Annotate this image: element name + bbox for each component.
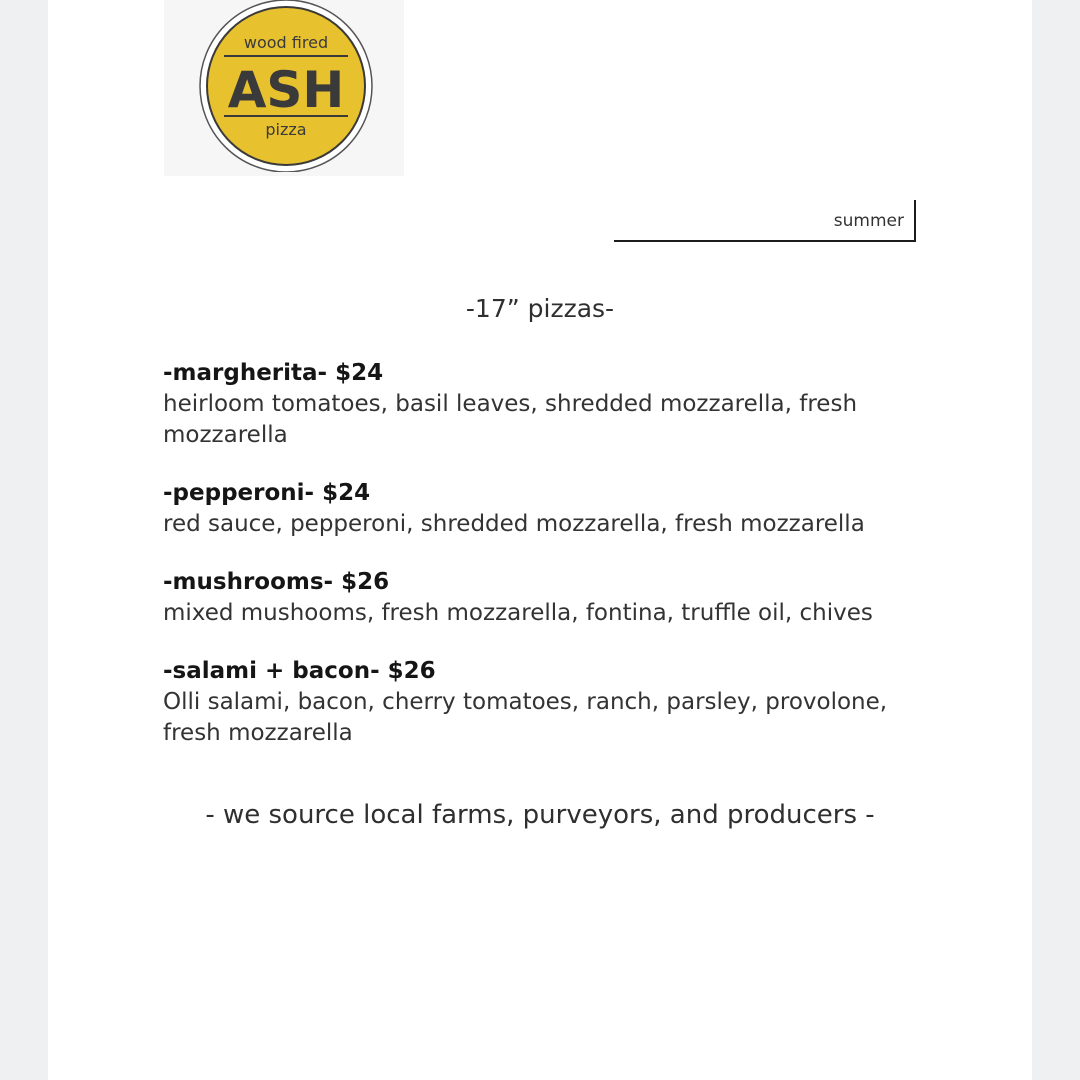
logo-main-text: ASH [227,61,345,119]
menu-item [163,655,923,749]
menu-item-description: heirloom tomatoes, basil leaves, shredded mozzarella, fresh mozzarella [163,391,858,448]
section-title: -17” pizzas- [465,294,615,323]
logo-area [164,0,404,176]
logo-top-text: wood fired [243,33,329,52]
menu-item [163,357,923,451]
season-label: summer [833,211,904,231]
sourcing-note: - we source local farms, purveyors, and producers - [205,800,875,830]
season-marker [614,200,916,242]
ash-pizza-logo [198,0,374,172]
menu-page [48,0,1032,1080]
menu-item-name: -salami + bacon- $26 [163,658,436,684]
menu-item-name: -margherita- $24 [163,360,384,386]
menu-item [163,477,923,540]
menu-item-description: Olli salami, bacon, cherry tomatoes, ranch, parsley, provolone, fresh mozzarella [163,689,888,746]
menu-item-name: -pepperoni- $24 [163,480,371,506]
menu-item [163,566,923,629]
logo-bottom-text: pizza [265,120,307,139]
menu-item-description: red sauce, pepperoni, shredded mozzarella, fresh mozzarella [163,511,865,537]
menu-item-name: -mushrooms- $26 [163,569,390,595]
menu-item-description: mixed mushooms, fresh mozzarella, fontina, truffle oil, chives [163,600,873,626]
menu-list [163,357,923,775]
